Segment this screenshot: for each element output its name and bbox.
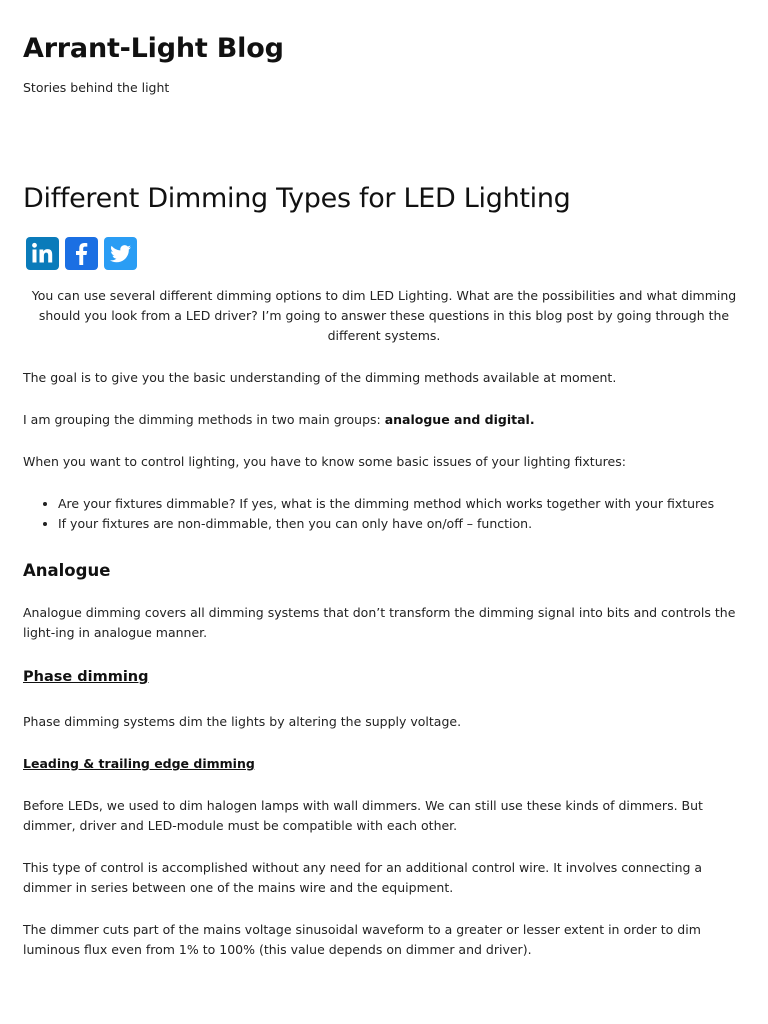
phase-dimming-heading: Phase dimming xyxy=(23,669,149,685)
linkedin-icon xyxy=(26,237,59,270)
post-title: Different Dimming Types for LED Lighting xyxy=(23,183,571,214)
before-leds-paragraph: Before LEDs, we used to dim halogen lamps with wall dimmers. We can still use these kinds of dimmers. But dimmer, driver and LED-module must be compatible with each other. xyxy=(23,798,703,833)
groups-paragraph xyxy=(23,410,745,430)
edge-dimming-heading: Leading & trailing edge dimming xyxy=(23,756,255,771)
list-item: • If your fixtures are non-dimmable, then you can only have on/off – function. xyxy=(58,514,745,534)
twitter-share-button[interactable] xyxy=(104,237,137,270)
groups-text: I am grouping the dimming methods in two main groups: xyxy=(23,412,385,427)
groups-bold-text: analogue and digital. xyxy=(384,412,535,427)
site-title[interactable]: Arrant-Light Blog xyxy=(23,33,284,64)
analogue-paragraph: Analogue dimming covers all dimming systems that don’t transform the dimming signal into bits and controls the light-ing in analogue manner. xyxy=(23,605,736,640)
post-content xyxy=(23,286,745,960)
phase-paragraph: Phase dimming systems dim the lights by altering the supply voltage. xyxy=(23,714,462,729)
control-type-paragraph: This type of control is accomplished without any need for an additional control wire. It involves connecting a dimmer in series between one of the mains wire and the equipment. xyxy=(23,860,703,895)
share-buttons xyxy=(26,237,137,270)
dimmer-cuts-paragraph: The dimmer cuts part of the mains voltage sinusoidal waveform to a greater or lesser extent in order to dim luminous flux even from 1% to 100% (this value depends on dimmer and driver). xyxy=(23,922,701,957)
goal-paragraph: The goal is to give you the basic understanding of the dimming methods available at moment. xyxy=(23,370,617,385)
twitter-icon xyxy=(104,237,137,270)
edge-heading-paragraph xyxy=(23,754,745,774)
control-paragraph: When you want to control lighting, you have to know some basic issues of your lighting fixtures: xyxy=(23,454,626,469)
fixture-questions-list xyxy=(23,494,745,534)
intro-paragraph: You can use several different dimming options to dim LED Lighting. What are the possibilities and what dimming should you look from a LED driver? I’m going to answer these questions in this blog post by going through the different systems. xyxy=(31,288,737,343)
facebook-share-button[interactable] xyxy=(65,237,98,270)
analogue-heading: Analogue xyxy=(23,561,111,580)
site-description: Stories behind the light xyxy=(23,80,170,95)
list-item: • Are your fixtures dimmable? If yes, what is the dimming method which works together with your fixtures xyxy=(58,494,745,514)
linkedin-share-button[interactable] xyxy=(26,237,59,270)
facebook-icon xyxy=(65,237,98,270)
